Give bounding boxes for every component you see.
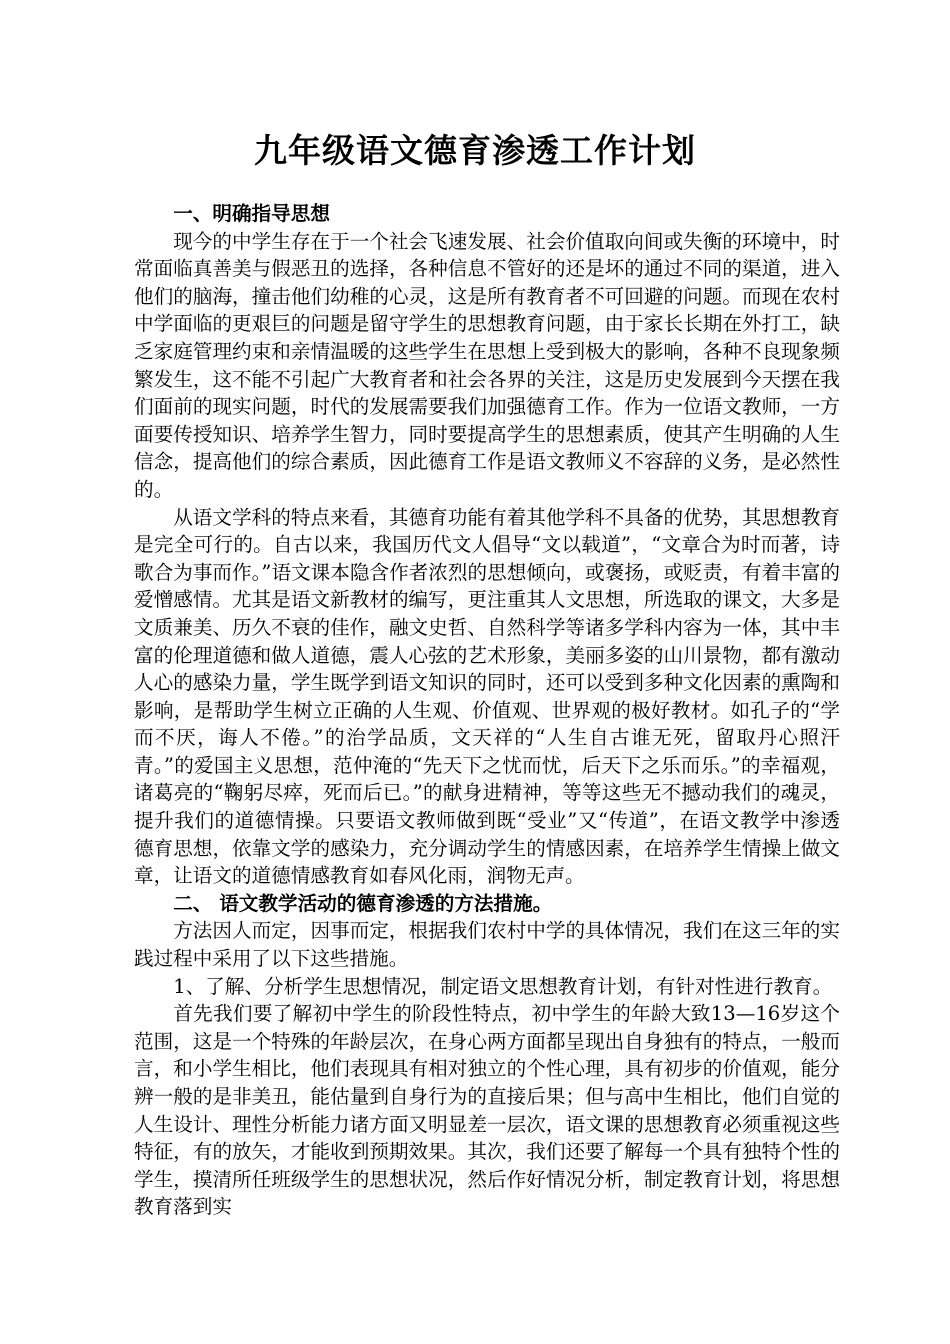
document-title: 九年级语文德育渗透工作计划 [254,131,696,170]
paragraph: 现今的中学生存在于一个社会飞速发展、社会价值取向间或失衡的环境中，时常面临真善美与假恶丑的选择，各种信息不管好的还是坏的通过不同的渠道，进入他们的脑海，撞击他们幼稚的心灵，这是所有教育者不可回避的问题。而现在农村中学面临的更艰巨的问题是留守学生的思想教育问题，由于家长长期在外打工，缺乏家庭管理约束和亲情温暖的这些学生在思想上受到极大的影响，各种不良现象频繁发生，这不能不引起广大教育者和社会各界的关注，这是历史发展到今天摆在我们面前的现实问题，时代的发展需要我们加强德育工作。作为一位语文教师，一方面要传授知识、培养学生智力，同时要提高学生的思想素质，使其产生明确的人生信念，提高他们的综合素质，因此德育工作是语文教师义不容辞的义务，是必然性的。 [134,229,840,501]
paragraph: 从语文学科的特点来看，其德育功能有着其他学科不具备的优势，其思想教育是完全可行的。自古以来，我国历代文人倡导“文以载道”，“文章合为时而著，诗歌合为事而作。”语文课本隐含作者浓烈的思想倾向，或褒扬，或贬责，有着丰富的爱憎感情。尤其是语文新教材的编写，更注重其人文思想，所选取的课文，大多是文质兼美、历久不衰的佳作，融文史哲、自然科学等诸多学科内容为一体，其中丰富的伦理道德和做人道德，震人心弦的艺术形象，美丽多姿的山川景物，都有激动人心的感染力量，学生既学到语文知识的同时，还可以受到多种文化因素的熏陶和影响，是帮助学生树立正确的人生观、价值观、世界观的极好教材。如孔子的“学而不厌，诲人不倦。”的治学品质，文天祥的“人生自古谁无死，留取丹心照汗青。”的爱国主义思想，范仲淹的“先天下之忧而忧，后天下之乐而乐。”的幸福观，诸葛亮的“鞠躬尽瘁，死而后已。”的献身进精神，等等这些无不撼动我们的魂灵，提升我们的道德情操。只要语文教师做到既“受业”又“传道”，在语文教学中渗透德育思想，依靠文学的感染力，充分调动学生的情感因素，在培养学生情操上做文章，让语文的道德情感教育如春风化雨，润物无声。 [134,505,840,888]
paragraph: 首先我们要了解初中学生的阶段性特点，初中学生的年龄大致13—16岁这个范围，这是一个特殊的年龄层次，在身心两方面都呈现出自身独有的特点，一般而言，和小学生相比，他们表现具有相对独立的个性心理，具有初步的价值观，能分辨一般的是非美丑，能估量到自身行为的直接后果；但与高中生相比，他们自觉的人生设计、理性分析能力诸方面又明显差一层次，语文课的思想教育必须重视这些特征，有的放矢，才能收到预期效果。其次，我们还要了解每一个具有独特个性的学生，摸清所任班级学生的思想状况，然后作好情况分析，制定教育计划，将思想教育落到实 [134,1002,840,1219]
section-heading-2: 二、 语文教学活动的德育渗透的方法措施。 [173,891,553,915]
paragraph: 方法因人而定，因事而定，根据我们农村中学的具体情况，我们在这三年的实践过程中采用了以下这些措施。 [134,919,840,971]
paragraph: 1、了解、分析学生思想情况，制定语文思想教育计划，有针对性进行教育。 [173,974,833,998]
document-body [134,200,840,1221]
section-heading-1: 一、明确指导思想 [173,202,330,225]
